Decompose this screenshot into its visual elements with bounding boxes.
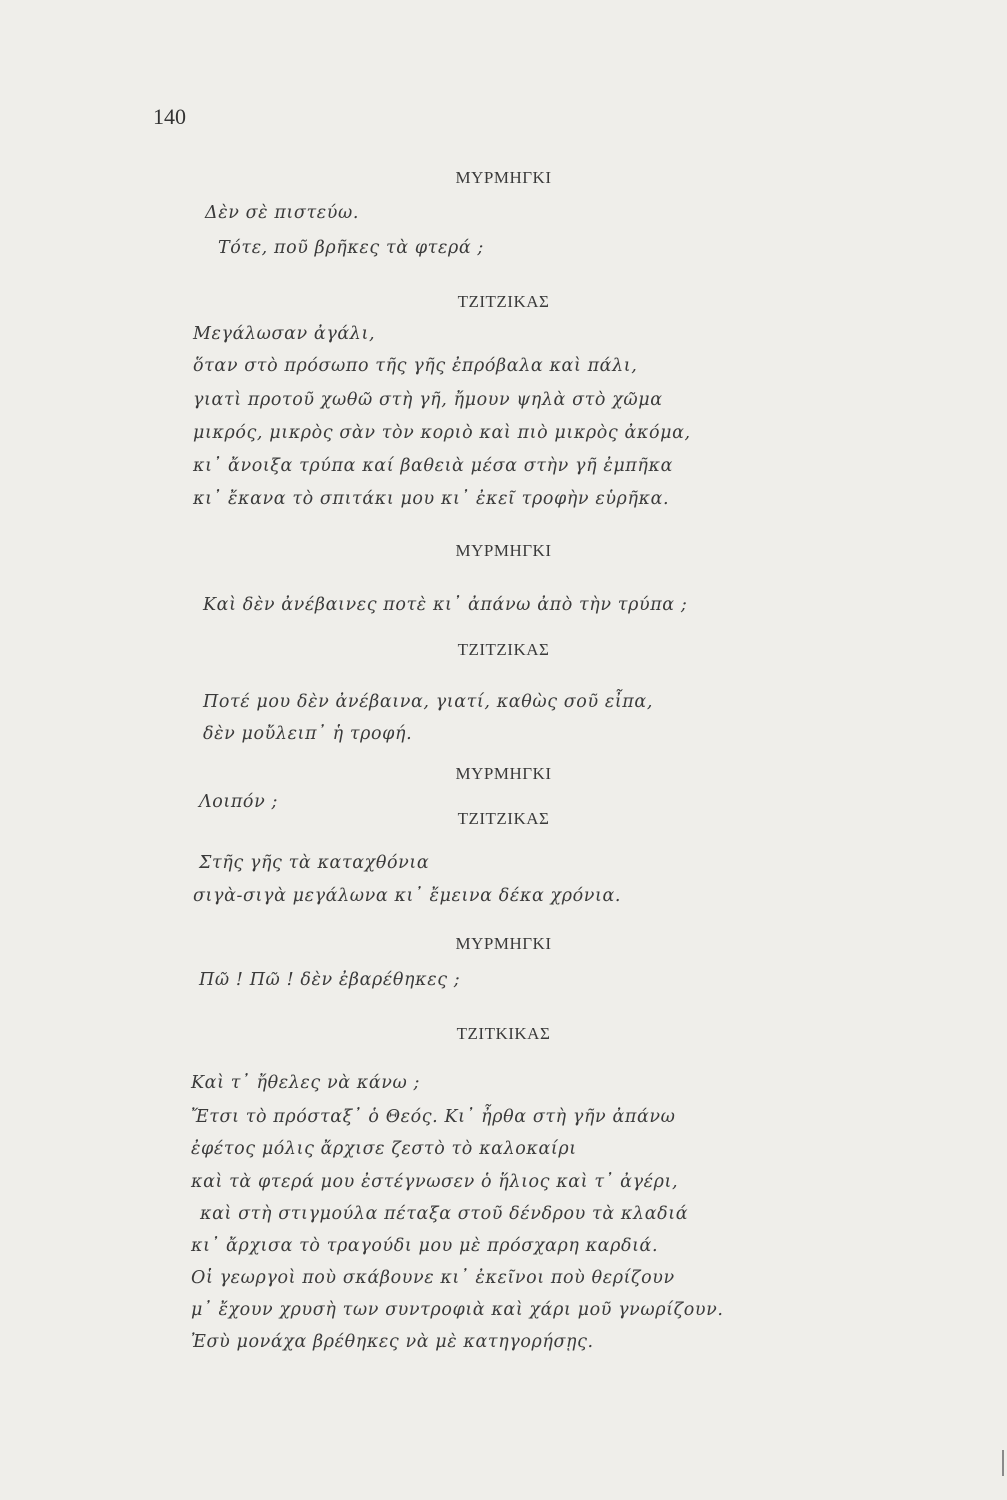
- verse-line: Ποτέ μου δὲν ἀνέβαινα, γιατί, καθὼς σοῦ εἶπα,: [203, 692, 653, 712]
- page-edge-mark: [1002, 1450, 1004, 1476]
- verse-line: Ἐσὺ μονάχα βρέθηκες νὰ μὲ κατηγορήσῃς.: [191, 1332, 594, 1352]
- verse-line: Οἱ γεωργοὶ ποὺ σκάβουνε κι᾽ ἐκεῖνοι ποὺ θερίζουν: [191, 1268, 675, 1288]
- verse-line: Καὶ δὲν ἀνέβαινες ποτὲ κι᾽ ἀπάνω ἀπὸ τὴν τρύπα ;: [203, 595, 688, 615]
- speaker-heading: ΜΥΡΜΗΓΚΙ: [455, 168, 552, 187]
- speaker-heading: ΜΥΡΜΗΓΚΙ: [455, 934, 552, 953]
- page-number: 140: [153, 104, 186, 129]
- verse-line: Λοιπόν ;: [199, 792, 278, 812]
- verse-line: Μεγάλωσαν ἀγάλι,: [193, 324, 376, 344]
- verse-line: Τότε, ποῦ βρῆκες τὰ φτερά ;: [218, 238, 484, 258]
- verse-line: ἐφέτος μόλις ἄρχισε ζεστὸ τὸ καλοκαίρι: [191, 1139, 577, 1159]
- verse-line: μ᾽ ἔχουν χρυσὴ των συντροφιὰ καὶ χάρι μοῦ γνωρίζουν.: [191, 1300, 724, 1320]
- verse-line: ὅταν στὸ πρόσωπο τῆς γῆς ἐπρόβαλα καὶ πάλι,: [193, 356, 638, 376]
- verse-line: σιγὰ-σιγὰ μεγάλωνα κι᾽ ἔμεινα δέκα χρόνια.: [193, 886, 622, 906]
- verse-line: δὲν μοὔλειπ᾽ ἡ τροφή.: [203, 724, 413, 744]
- speaker-heading: ΜΥΡΜΗΓΚΙ: [455, 764, 552, 783]
- verse-line: καὶ στὴ στιγμούλα πέταξα στοῦ δένδρου τὰ κλαδιά: [200, 1204, 689, 1224]
- verse-line: Στῆς γῆς τὰ καταχθόνια: [199, 853, 430, 873]
- verse-line: μικρός, μικρὸς σὰν τὸν κοριὸ καὶ πιὸ μικρὸς ἀκόμα,: [193, 423, 691, 443]
- speaker-heading: ΤΖΙΤΖΙΚΑΣ: [457, 809, 550, 828]
- speaker-heading: ΤΖΙΤΖΙΚΑΣ: [457, 292, 550, 311]
- speaker-heading: ΤΖΙΤΚΙΚΑΣ: [456, 1024, 551, 1043]
- verse-line: καὶ τὰ φτερά μου ἐστέγνωσεν ὁ ἥλιος καὶ τ᾽ ἀγέρι,: [191, 1172, 679, 1192]
- verse-line: κι᾽ ἄνοιξα τρύπα καί βαθειὰ μέσα στὴν γῆ ἐμπῆκα: [193, 456, 673, 476]
- verse-line: γιατὶ προτοῦ χωθῶ στὴ γῆ, ἤμουν ψηλὰ στὸ χῶμα: [193, 390, 663, 410]
- verse-line: Δὲν σὲ πιστεύω.: [205, 203, 359, 223]
- verse-line: Καὶ τ᾽ ἤθελες νὰ κάνω ;: [191, 1073, 421, 1093]
- verse-line: Ἔτσι τὸ πρόσταξ᾽ ὁ Θεός. Κι᾽ ἦρθα στὴ γῆν ἀπάνω: [191, 1107, 676, 1127]
- speaker-heading: ΤΖΙΤΖΙΚΑΣ: [457, 640, 550, 659]
- verse-line: κι᾽ ἔκανα τὸ σπιτάκι μου κι᾽ ἐκεῖ τροφὴν εὑρῆκα.: [193, 489, 670, 509]
- verse-line: Πῶ ! Πῶ ! δὲν ἐβαρέθηκες ;: [199, 970, 461, 990]
- speaker-heading: ΜΥΡΜΗΓΚΙ: [455, 541, 552, 560]
- verse-line: κι᾽ ἄρχισα τὸ τραγούδι μου μὲ πρόσχαρη καρδιά.: [191, 1236, 659, 1256]
